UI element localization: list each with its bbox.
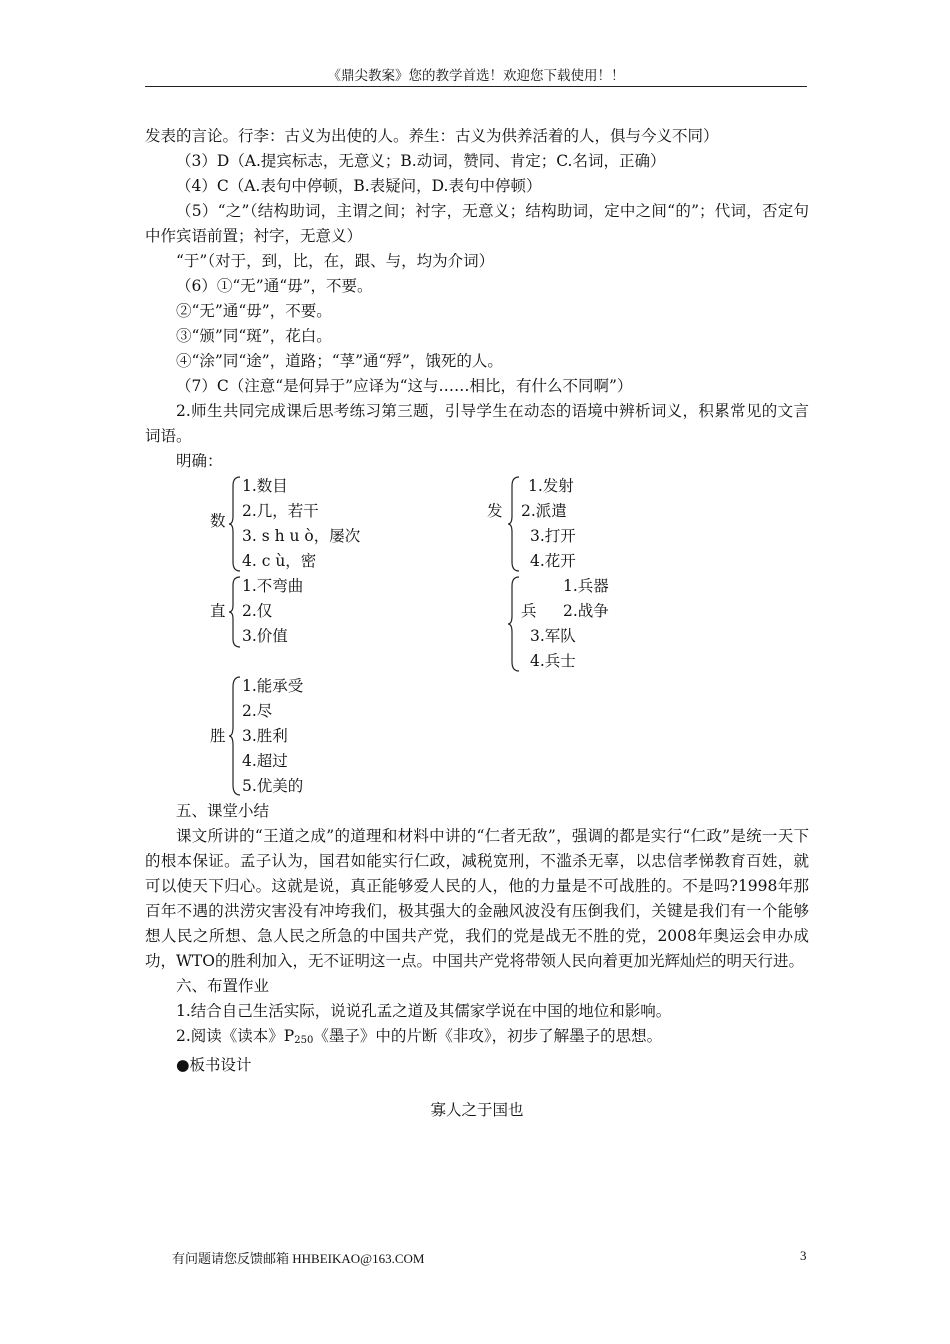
section-heading: 五、课堂小结 bbox=[176, 802, 270, 820]
tree-item: 1.不弯曲 bbox=[242, 577, 304, 595]
text-line: 明确： bbox=[176, 452, 223, 470]
board-design-label: ●板书设计 bbox=[176, 1056, 252, 1074]
tree-head-zhi: 直 bbox=[210, 602, 226, 620]
homework-item bbox=[145, 1024, 809, 1053]
text-line: ④“涂”同“途”，道路；“莩”通“殍”，饿死的人。 bbox=[176, 352, 503, 370]
tree-head-fa: 发 bbox=[487, 502, 503, 520]
text-line: （6）①“无”通“毋”，不要。 bbox=[176, 277, 373, 295]
page-number: 3 bbox=[800, 1248, 807, 1263]
word-tree-row-2 bbox=[145, 574, 809, 674]
left-brace-icon bbox=[228, 476, 242, 572]
footer-contact: 有问题请您反馈邮箱 HHBEIKAO@163.COM bbox=[172, 1251, 425, 1266]
tree-item: 2.仅 bbox=[242, 602, 273, 620]
section-heading: 六、布置作业 bbox=[176, 977, 270, 995]
text-paragraph: （5）“之”（结构助词，主谓之间；衬字，无意义；结构助词，定中之间“的”；代词，否定句中作宾语前置；衬字，无意义） bbox=[145, 202, 809, 245]
homework-item: 1.结合自己生活实际，说说孔孟之道及其儒家学说在中国的地位和影响。 bbox=[176, 1002, 672, 1020]
text-line: “于”（对于，到，比，在，跟、与，均为介词） bbox=[176, 252, 495, 270]
left-brace-icon bbox=[228, 576, 242, 648]
homework-text: 《墨子》中的片断《非攻》，初步了解墨子的思想。 bbox=[313, 1027, 663, 1045]
tree-item: 4. c ù，密 bbox=[242, 552, 317, 570]
word-tree-row-3 bbox=[145, 674, 809, 799]
tree-item: 1.兵器 bbox=[563, 577, 609, 595]
tree-item: 2.派遣 bbox=[521, 502, 567, 520]
tree-item: 3. s h u ò，屡次 bbox=[242, 527, 361, 545]
tree-item: 3.军队 bbox=[530, 627, 576, 645]
text-line: 发表的言论。行李：古义为出使的人。养生：古义为供养活着的人，俱与今义不同） bbox=[145, 127, 719, 145]
left-brace-icon bbox=[507, 476, 521, 572]
tree-item: 3.胜利 bbox=[242, 727, 288, 745]
tree-item: 3.打开 bbox=[530, 527, 576, 545]
document-body bbox=[145, 124, 809, 1078]
tree-item: 2.尽 bbox=[242, 702, 273, 720]
page-header: 《鼎尖教案》您的教学首选！欢迎您下载使用！！ bbox=[327, 68, 625, 84]
text-line: （4）C（A.表句中停顿，B.表疑问，D.表句中停顿） bbox=[176, 177, 542, 195]
tree-head-shu: 数 bbox=[210, 512, 226, 530]
page-subscript: 250 bbox=[294, 1035, 314, 1046]
tree-item: 4.超过 bbox=[242, 752, 288, 770]
word-tree-row-1 bbox=[145, 474, 809, 574]
board-title: 寡人之于国也 bbox=[430, 1101, 524, 1119]
tree-item: 4.兵士 bbox=[530, 652, 576, 670]
tree-item: 1.数目 bbox=[242, 477, 288, 495]
text-paragraph: 2.师生共同完成课后思考练习第三题，引导学生在动态的语境中辨析词义，积累常见的文言词语。 bbox=[145, 402, 809, 445]
left-brace-icon bbox=[507, 576, 521, 672]
left-brace-icon bbox=[228, 676, 242, 796]
text-line: ③“颁”同“斑”，花白。 bbox=[176, 327, 332, 345]
summary-paragraph: 课文所讲的“王道之成”的道理和材料中讲的“仁者无敌”，强调的都是实行“仁政”是统一天下的根本保证。孟子认为，国君如能实行仁政，减税宽刑，不滥杀无辜，以忠信孝悌教育百姓，就可以使天下归心。这就是说，真正能够爱人民的人，他的力量是不可战胜的。不是吗?1998年那百年不遇的洪涝灾害没有冲垮我们，极其强大的金融风波没有压倒我们，关键是我们有一个能够想人民之所想、急人民之所急的中国共产党，我们的党是战无不胜的党，2008年奥运会申办成功，WTO的胜利加入，无不证明这一点。中国共产党将带领人民向着更加光辉灿烂的明天行进。 bbox=[145, 827, 809, 970]
tree-item: 1.能承受 bbox=[242, 677, 304, 695]
tree-item: 3.价值 bbox=[242, 627, 288, 645]
header-divider bbox=[145, 86, 807, 87]
text-line: （3）D（A.提宾标志，无意义；B.动词，赞同、肯定；C.名词，正确） bbox=[176, 152, 666, 170]
text-line: （7）C（注意“是何异于”应译为“这与……相比，有什么不同啊”） bbox=[176, 377, 633, 395]
tree-head-bing: 兵 bbox=[521, 602, 537, 620]
tree-item: 4.花开 bbox=[530, 552, 576, 570]
tree-item: 2.几，若干 bbox=[242, 502, 319, 520]
tree-item: 2.战争 bbox=[563, 602, 609, 620]
tree-item: 1.发射 bbox=[528, 477, 574, 495]
text-line: ②“无”通“毋”，不要。 bbox=[176, 302, 332, 320]
tree-item: 5.优美的 bbox=[242, 777, 304, 795]
homework-text: 2.阅读《读本》P bbox=[176, 1027, 295, 1045]
tree-head-sheng: 胜 bbox=[210, 727, 226, 745]
